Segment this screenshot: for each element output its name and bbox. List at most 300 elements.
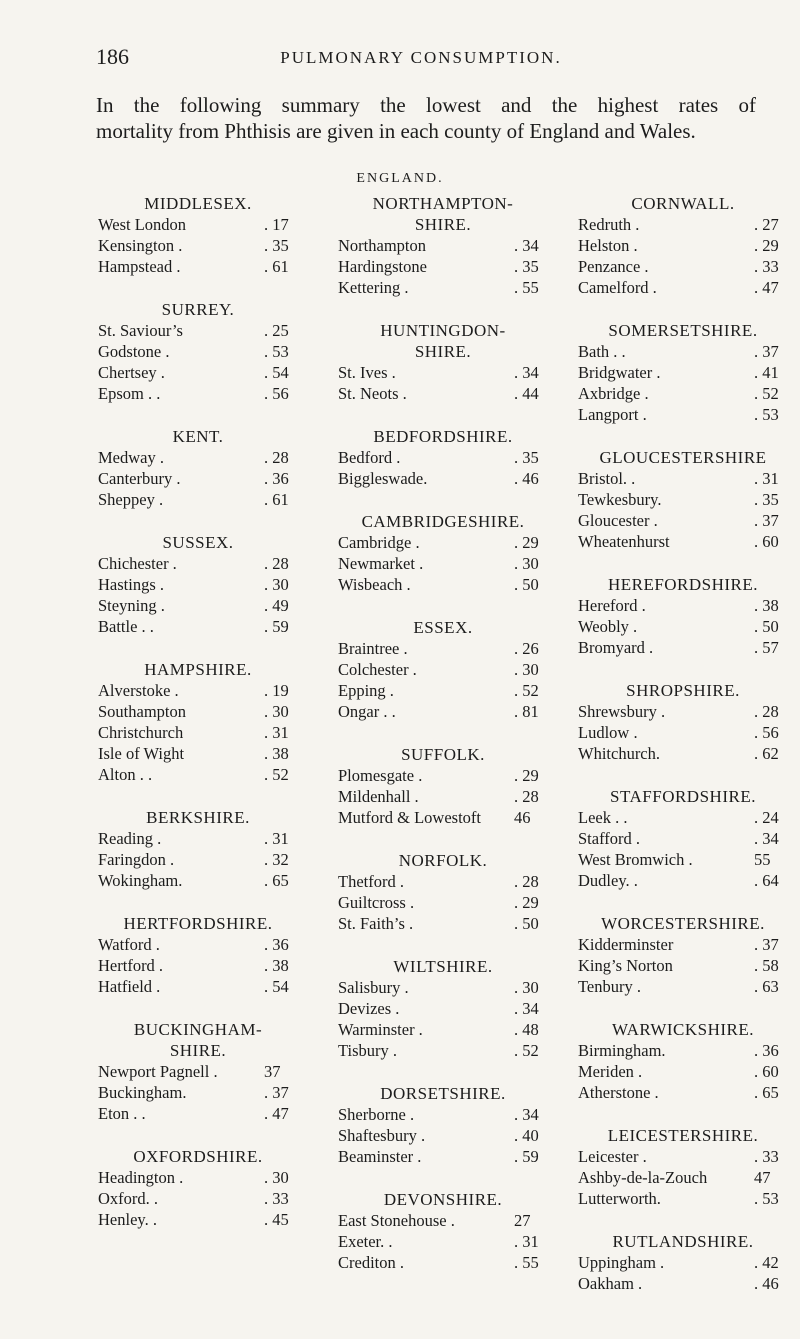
district-name: Bridgwater . — [578, 363, 661, 382]
mortality-rate: . 31 — [514, 1232, 539, 1251]
mortality-rate: . 54 — [264, 363, 289, 382]
district-name: Thetford . — [338, 872, 404, 891]
district-entry — [338, 277, 548, 298]
county-block — [578, 680, 788, 764]
district-entry — [338, 977, 548, 998]
county-block — [578, 913, 788, 997]
mortality-rate: . 36 — [264, 935, 289, 954]
county-block — [98, 659, 298, 785]
district-name: Meriden . — [578, 1062, 643, 1081]
county-block — [578, 1019, 788, 1103]
district-name: Camelford . — [578, 278, 657, 297]
district-entry — [98, 214, 298, 235]
district-name: Headington . — [98, 1168, 184, 1187]
mortality-rate: . 61 — [264, 490, 289, 509]
district-entry — [338, 235, 548, 256]
district-name: Battle . . — [98, 617, 154, 636]
district-name: Mutford & Lowestoft — [338, 808, 481, 827]
district-name: Hereford . — [578, 596, 646, 615]
mortality-rate: 47 — [754, 1168, 771, 1187]
district-entry — [338, 807, 548, 828]
mortality-rate: . 52 — [264, 765, 289, 784]
mortality-rate: . 36 — [754, 1041, 779, 1060]
county-block — [578, 1125, 788, 1209]
mortality-rate: . 81 — [514, 702, 539, 721]
county-block — [578, 786, 788, 891]
mortality-rate: . 53 — [754, 1189, 779, 1208]
county-title: BERKSHIRE. — [146, 808, 250, 827]
district-entry — [338, 1125, 548, 1146]
district-entry — [98, 362, 298, 383]
district-name: Eton . . — [98, 1104, 146, 1123]
county-block — [98, 1146, 298, 1230]
mortality-rate: . 28 — [754, 702, 779, 721]
county-block — [338, 1083, 548, 1167]
district-entry — [578, 807, 788, 828]
district-name: Epsom . . — [98, 384, 161, 403]
county-block — [98, 913, 298, 997]
mortality-rate: . 53 — [754, 405, 779, 424]
district-entry — [98, 235, 298, 256]
district-entry — [98, 764, 298, 785]
mortality-rate: . 61 — [264, 257, 289, 276]
mortality-rate: 55 — [754, 850, 771, 869]
mortality-rate: . 31 — [264, 723, 289, 742]
district-name: Leicester . — [578, 1147, 647, 1166]
mortality-rate: . 54 — [264, 977, 289, 996]
county-title: STAFFORDSHIRE. — [610, 787, 756, 806]
county-title: KENT. — [172, 427, 224, 446]
mortality-rate: . 65 — [264, 871, 289, 890]
mortality-rate: . 32 — [264, 850, 289, 869]
district-name: Penzance . — [578, 257, 649, 276]
county-title: OXFORDSHIRE. — [133, 1147, 263, 1166]
mortality-rate: . 29 — [514, 893, 539, 912]
mortality-rate: . 30 — [514, 978, 539, 997]
mortality-rate: . 60 — [754, 1062, 779, 1081]
intro-line-2: mortality from Phthisis are given in each county of England and Wales. — [96, 119, 696, 143]
mortality-rate: . 59 — [514, 1147, 539, 1166]
county-block — [338, 744, 548, 828]
district-name: Watford . — [98, 935, 160, 954]
district-entry — [98, 828, 298, 849]
district-name: Atherstone . — [578, 1083, 659, 1102]
district-entry — [98, 1082, 298, 1103]
district-entry — [578, 934, 788, 955]
mortality-rate: . 59 — [264, 617, 289, 636]
county-title: SOMERSETSHIRE. — [608, 321, 758, 340]
district-entry — [98, 1103, 298, 1124]
mortality-rate: . 34 — [514, 363, 539, 382]
mortality-rate: . 49 — [264, 596, 289, 615]
district-name: Beaminster . — [338, 1147, 422, 1166]
district-entry — [98, 616, 298, 637]
district-name: Kidderminster — [578, 935, 674, 954]
district-entry — [98, 870, 298, 891]
district-name: Chertsey . — [98, 363, 165, 382]
mortality-rate: . 46 — [514, 469, 539, 488]
district-entry — [98, 1209, 298, 1230]
mortality-rate: . 44 — [514, 384, 539, 403]
mortality-rate: . 24 — [754, 808, 779, 827]
district-name: St. Ives . — [338, 363, 396, 382]
mortality-rate: . 30 — [514, 660, 539, 679]
mortality-rate: . 57 — [754, 638, 779, 657]
district-name: Braintree . — [338, 639, 408, 658]
district-entry — [578, 1167, 788, 1188]
district-name: Wokingham. — [98, 871, 183, 890]
mortality-rate: . 52 — [514, 1041, 539, 1060]
district-name: Ashby-de-la-Zouch — [578, 1168, 708, 1187]
county-title: WILTSHIRE. — [393, 957, 493, 976]
district-entry — [338, 913, 548, 934]
district-name: Buckingham. — [98, 1083, 187, 1102]
county-block — [338, 956, 548, 1061]
district-name: Plomesgate . — [338, 766, 423, 785]
district-name: Sheppey . — [98, 490, 164, 509]
mortality-rate: . 45 — [264, 1210, 289, 1229]
district-name: Lutterworth. — [578, 1189, 661, 1208]
district-entry — [338, 362, 548, 383]
district-entry — [578, 595, 788, 616]
district-entry — [338, 638, 548, 659]
district-entry — [338, 871, 548, 892]
district-name: Alverstoke . — [98, 681, 179, 700]
mortality-rate: . 35 — [754, 490, 779, 509]
county-title: SHROPSHIRE. — [626, 681, 740, 700]
district-entry — [578, 489, 788, 510]
district-name: Gloucester . — [578, 511, 658, 530]
district-name: Christchurch — [98, 723, 184, 742]
district-name: Alton . . — [98, 765, 153, 784]
district-name: Wisbeach . — [338, 575, 411, 594]
mortality-rate: . 17 — [264, 215, 289, 234]
mortality-rate: . 56 — [264, 384, 289, 403]
mortality-rate: . 58 — [754, 956, 779, 975]
mortality-rate: . 60 — [754, 532, 779, 551]
district-name: Faringdon . — [98, 850, 175, 869]
intro-paragraph — [96, 92, 756, 144]
county-title: WORCESTERSHIRE. — [601, 914, 765, 933]
district-name: Canterbury . — [98, 469, 181, 488]
district-entry — [578, 976, 788, 997]
county-block — [98, 193, 298, 277]
district-entry — [338, 892, 548, 913]
county-block — [338, 617, 548, 722]
mortality-rate: . 29 — [514, 533, 539, 552]
mortality-rate: . 35 — [514, 448, 539, 467]
district-entry — [578, 341, 788, 362]
county-title: SUFFOLK. — [401, 745, 485, 764]
county-block — [98, 532, 298, 637]
district-name: Hertford . — [98, 956, 164, 975]
district-entry — [578, 637, 788, 658]
district-entry — [578, 722, 788, 743]
mortality-rate: . 50 — [754, 617, 779, 636]
district-name: East Stonehouse . — [338, 1211, 455, 1230]
district-name: Leek . . — [578, 808, 628, 827]
mortality-rate: . 62 — [754, 744, 779, 763]
district-name: Chichester . — [98, 554, 177, 573]
county-title: SUSSEX. — [162, 533, 234, 552]
mortality-rate: . 31 — [754, 469, 779, 488]
mortality-rate: . 30 — [514, 554, 539, 573]
district-name: Exeter. . — [338, 1232, 393, 1251]
mortality-rate: . 64 — [754, 871, 779, 890]
mortality-rate: 46 — [514, 808, 531, 827]
district-name: Bromyard . — [578, 638, 654, 657]
county-title: HUNTINGDON- SHIRE. — [380, 321, 506, 361]
mortality-rate: . 50 — [514, 914, 539, 933]
district-entry — [578, 383, 788, 404]
mortality-rate: . 25 — [264, 321, 289, 340]
mortality-rate: . 37 — [754, 342, 779, 361]
mortality-rate: . 52 — [754, 384, 779, 403]
district-entry — [338, 1040, 548, 1061]
county-title: NORTHAMPTON- SHIRE. — [372, 194, 514, 234]
mortality-rate: . 38 — [264, 956, 289, 975]
mortality-rate: . 33 — [754, 1147, 779, 1166]
mortality-rate: . 31 — [264, 829, 289, 848]
county-block — [578, 1231, 788, 1294]
district-entry — [578, 531, 788, 552]
district-entry — [578, 1146, 788, 1167]
district-entry — [338, 1252, 548, 1273]
district-name: Cambridge . — [338, 533, 420, 552]
page-number: 186 — [96, 44, 129, 69]
district-name: West Bromwich . — [578, 850, 693, 869]
district-entry — [98, 341, 298, 362]
district-entry — [338, 532, 548, 553]
district-entry — [98, 1061, 298, 1082]
district-name: Hardingstone — [338, 257, 427, 276]
county-block — [578, 320, 788, 425]
district-entry — [578, 214, 788, 235]
district-entry — [578, 1082, 788, 1103]
district-name: Axbridge . — [578, 384, 649, 403]
district-entry — [578, 701, 788, 722]
district-entry — [578, 1273, 788, 1294]
district-name: Guiltcross . — [338, 893, 415, 912]
district-entry — [338, 574, 548, 595]
district-name: King’s Norton — [578, 956, 673, 975]
mortality-rate: . 28 — [264, 448, 289, 467]
mortality-rate: . 38 — [264, 744, 289, 763]
district-entry — [578, 1061, 788, 1082]
intro-line-1: In the following summary the lowest and the highest rates of — [96, 93, 756, 117]
running-title: PULMONARY CONSUMPTION. — [280, 48, 562, 67]
district-entry — [578, 404, 788, 425]
district-entry — [578, 1188, 788, 1209]
county-title: SURREY. — [161, 300, 235, 319]
county-block — [338, 426, 548, 489]
district-name: Ongar . . — [338, 702, 396, 721]
district-name: St. Saviour’s — [98, 321, 183, 340]
county-title: RUTLANDSHIRE. — [612, 1232, 754, 1251]
district-name: Reading . — [98, 829, 162, 848]
district-name: Hastings . — [98, 575, 164, 594]
district-entry — [98, 256, 298, 277]
district-entry — [578, 1040, 788, 1061]
district-entry — [98, 489, 298, 510]
district-name: Steyning . — [98, 596, 165, 615]
district-name: Langport . — [578, 405, 647, 424]
district-entry — [578, 510, 788, 531]
mortality-rate: . 30 — [264, 702, 289, 721]
district-entry — [98, 468, 298, 489]
mortality-rate: . 27 — [754, 215, 779, 234]
district-name: Godstone . — [98, 342, 170, 361]
mortality-rate: . 28 — [264, 554, 289, 573]
district-name: Ludlow . — [578, 723, 638, 742]
district-name: Salisbury . — [338, 978, 409, 997]
district-name: Whitchurch. — [578, 744, 661, 763]
mortality-rate: . 28 — [514, 787, 539, 806]
district-entry — [338, 447, 548, 468]
mortality-rate: . 35 — [514, 257, 539, 276]
district-name: Redruth . — [578, 215, 640, 234]
district-name: Uppingham . — [578, 1253, 665, 1272]
district-entry — [578, 1252, 788, 1273]
county-title: GLOUCESTERSHIRE — [599, 448, 767, 467]
district-entry — [338, 256, 548, 277]
county-block — [338, 320, 548, 404]
district-entry — [98, 595, 298, 616]
district-entry — [98, 320, 298, 341]
mortality-rate: . 55 — [514, 278, 539, 297]
mortality-rate: . 56 — [754, 723, 779, 742]
county-block — [338, 1189, 548, 1273]
district-name: Newmarket . — [338, 554, 424, 573]
district-entry — [338, 765, 548, 786]
mortality-rate: . 53 — [264, 342, 289, 361]
mortality-rate: . 33 — [754, 257, 779, 276]
district-entry — [338, 701, 548, 722]
mortality-rate: . 37 — [754, 935, 779, 954]
district-name: Birmingham. — [578, 1041, 666, 1060]
mortality-rate: . 29 — [754, 236, 779, 255]
district-entry — [98, 743, 298, 764]
district-name: Epping . — [338, 681, 394, 700]
district-entry — [98, 1188, 298, 1209]
mortality-rate: 37 — [264, 1062, 281, 1081]
county-title: CAMBRIDGESHIRE. — [361, 512, 525, 531]
district-entry — [338, 659, 548, 680]
district-name: Hatfield . — [98, 977, 161, 996]
district-entry — [578, 235, 788, 256]
column-1 — [98, 193, 298, 1252]
district-name: Wheatenhurst — [578, 532, 670, 551]
district-entry — [98, 1167, 298, 1188]
district-name: Mildenhall . — [338, 787, 419, 806]
district-entry — [338, 1231, 548, 1252]
district-entry — [338, 1104, 548, 1125]
district-name: Devizes . — [338, 999, 400, 1018]
district-entry — [98, 574, 298, 595]
county-title: LEICESTERSHIRE. — [607, 1126, 759, 1145]
district-entry — [338, 383, 548, 404]
mortality-rate: . 30 — [264, 1168, 289, 1187]
district-name: Dudley. . — [578, 871, 638, 890]
district-entry — [578, 468, 788, 489]
district-entry — [578, 277, 788, 298]
county-title: ESSEX. — [413, 618, 473, 637]
mortality-rate: . 46 — [754, 1274, 779, 1293]
mortality-rate: . 63 — [754, 977, 779, 996]
district-entry — [578, 743, 788, 764]
district-entry — [98, 383, 298, 404]
district-name: Hampstead . — [98, 257, 181, 276]
mortality-rate: . 35 — [264, 236, 289, 255]
district-entry — [338, 1210, 548, 1231]
county-block — [98, 1019, 298, 1124]
county-title: BEDFORDSHIRE. — [373, 427, 513, 446]
district-entry — [338, 553, 548, 574]
district-name: Medway . — [98, 448, 164, 467]
district-entry — [98, 722, 298, 743]
district-entry — [98, 553, 298, 574]
district-name: Biggleswade. — [338, 469, 428, 488]
district-name: Weobly . — [578, 617, 638, 636]
district-name: Southampton — [98, 702, 187, 721]
county-title: CORNWALL. — [631, 194, 735, 213]
district-entry — [578, 870, 788, 891]
district-name: Tenbury . — [578, 977, 641, 996]
page-header — [96, 44, 746, 74]
mortality-rate: . 48 — [514, 1020, 539, 1039]
mortality-rate: . 28 — [514, 872, 539, 891]
country-heading: ENGLAND. — [356, 171, 444, 186]
mortality-rate: . 30 — [264, 575, 289, 594]
mortality-rate: . 52 — [514, 681, 539, 700]
district-entry — [98, 701, 298, 722]
district-name: Isle of Wight — [98, 744, 185, 763]
district-entry — [98, 447, 298, 468]
mortality-rate: . 50 — [514, 575, 539, 594]
county-title: DORSETSHIRE. — [380, 1084, 506, 1103]
district-entry — [578, 616, 788, 637]
mortality-rate: 27 — [514, 1211, 531, 1230]
district-name: St. Faith’s . — [338, 914, 414, 933]
mortality-rate: . 19 — [264, 681, 289, 700]
district-name: Sherborne . — [338, 1105, 415, 1124]
mortality-rate: . 26 — [514, 639, 539, 658]
county-title: WARWICKSHIRE. — [611, 1020, 755, 1039]
county-title: DEVONSHIRE. — [383, 1190, 503, 1209]
county-block — [338, 850, 548, 934]
district-name: Newport Pagnell . — [98, 1062, 218, 1081]
mortality-rate: . 37 — [264, 1083, 289, 1102]
county-block — [338, 511, 548, 595]
mortality-rate: . 34 — [514, 1105, 539, 1124]
district-name: Crediton . — [338, 1253, 404, 1272]
district-name: Henley. . — [98, 1210, 157, 1229]
district-entry — [578, 828, 788, 849]
district-name: Tewkesbury. — [578, 490, 662, 509]
mortality-rate: . 40 — [514, 1126, 539, 1145]
district-entry — [578, 849, 788, 870]
district-entry — [338, 468, 548, 489]
mortality-rate: . 34 — [514, 236, 539, 255]
county-block — [578, 193, 788, 298]
district-entry — [578, 955, 788, 976]
county-title: MIDDLESEX. — [144, 194, 252, 213]
district-entry — [338, 1146, 548, 1167]
district-name: Bedford . — [338, 448, 401, 467]
district-entry — [338, 998, 548, 1019]
mortality-rate: . 41 — [754, 363, 779, 382]
mortality-rate: . 34 — [514, 999, 539, 1018]
